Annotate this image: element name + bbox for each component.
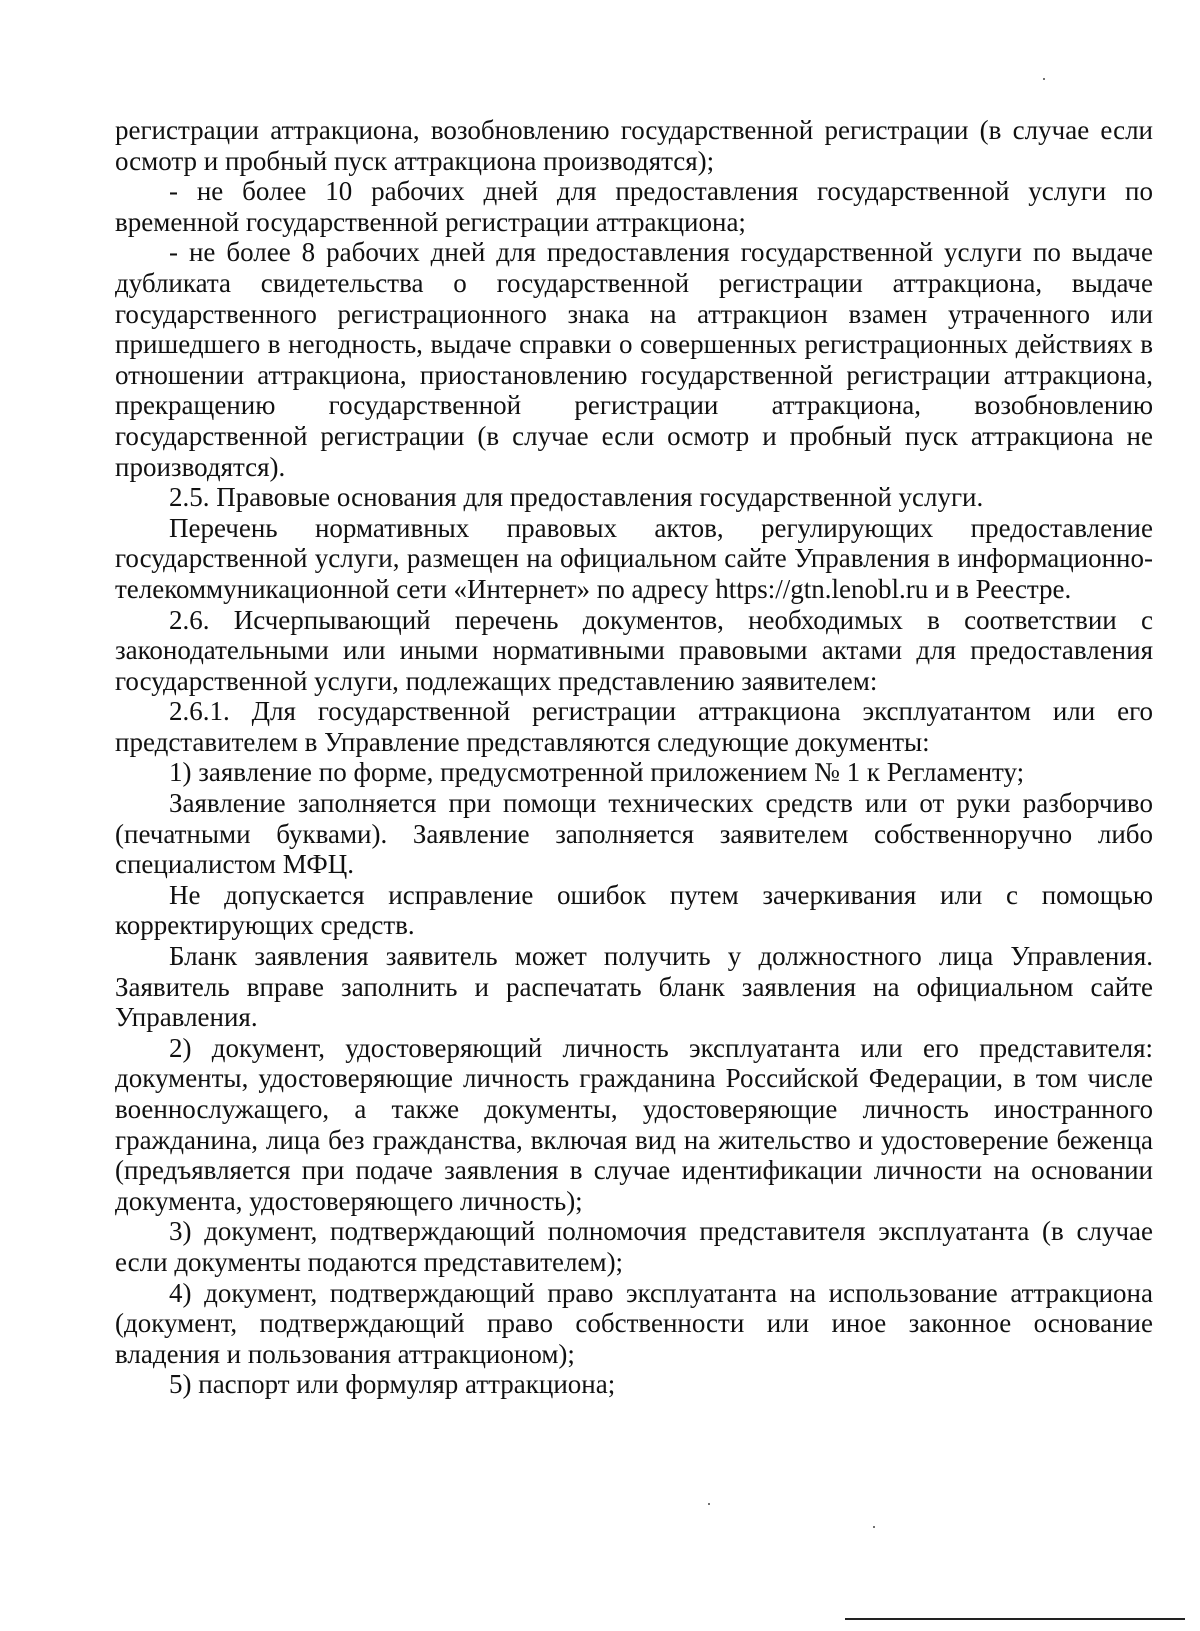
section-2-6-1-heading: 2.6.1. Для государственной регистрации аттракциона эксплуатантом или его представителем в Управление представляются следующие документы: bbox=[115, 696, 1153, 757]
paragraph-legal-acts: Перечень нормативных правовых актов, регулирующих предоставление государственной услуги, размещен на официальном сайте Управления в информационно-телекоммуникационной сети «Интернет» по адресу https://gtn.lenobl.ru и в Реестре. bbox=[115, 512, 1153, 604]
paragraph-no-corrections: Не допускается исправление ошибок путем зачеркивания или с помощью корректирующих средств. bbox=[115, 879, 1153, 941]
paragraph-term-8-days: - не более 8 рабочих дней для предоставления государственной услуги по выдаче дубликата свидетельства о государственной регистрации аттракциона, выдаче государственного регистрационного знака на аттракцион взамен утраченного или пришедшего в негодность, выдаче справки о совершенных регистрационных действиях в отношении аттракциона, приостановлению государственной регистрации аттракциона, прекращению государственной регистрации аттракциона, возобновлению государственной регистрации (в случае если осмотр и пробный пуск аттракциона не производятся). bbox=[115, 237, 1153, 482]
scan-speck bbox=[1043, 78, 1045, 80]
paragraph-blank-form: Бланк заявления заявитель может получить у должностного лица Управления. Заявитель вправе заполнить и распечатать бланк заявления на официальном сайте Управления. bbox=[115, 941, 1153, 1033]
list-item-2: 2) документ, удостоверяющий личность эксплуатанта или его представителя: документы, удостоверяющие личность гражданина Российской Федерации, в том числе военнослужащего, а также документы, удостоверяющие личность иностранного гражданина, лица без гражданства, включая вид на жительство и удостоверение беженца (предъявляется при подаче заявления в случае идентификации личности на основании документа, удостоверяющего личность); bbox=[115, 1032, 1153, 1216]
list-item-3: 3) документ, подтверждающий полномочия представителя эксплуатанта (в случае если документы подаются представителем); bbox=[115, 1216, 1153, 1277]
scan-speck bbox=[873, 1526, 875, 1528]
paragraph-term-10-days: - не более 10 рабочих дней для предоставления государственной услуги по временной государственной регистрации аттракциона; bbox=[115, 176, 1153, 237]
list-item-1: 1) заявление по форме, предусмотренной приложением № 1 к Регламенту; bbox=[169, 757, 1025, 788]
scan-edge-line bbox=[845, 1618, 1185, 1620]
document-page bbox=[115, 115, 1153, 1400]
scan-speck bbox=[708, 1503, 710, 1505]
section-2-5-heading: 2.5. Правовые основания для предоставления государственной услуги. bbox=[169, 482, 984, 513]
section-2-6-heading: 2.6. Исчерпывающий перечень документов, необходимых в соответствии с законодательными или иными нормативными правовыми актами для предоставления государственной услуги, подлежащих представлению заявителем: bbox=[115, 604, 1153, 696]
paragraph-application-fill: Заявление заполняется при помощи технических средств или от руки разборчиво (печатными буквами). Заявление заполняется заявителем собственноручно либо специалистом МФЦ. bbox=[115, 788, 1153, 880]
list-item-5: 5) паспорт или формуляр аттракциона; bbox=[169, 1369, 616, 1400]
paragraph-continuation: регистрации аттракциона, возобновлению государственной регистрации (в случае если осмотр и пробный пуск аттракциона производятся); bbox=[115, 115, 1153, 176]
list-item-4: 4) документ, подтверждающий право эксплуатанта на использование аттракциона (документ, подтверждающий право собственности или иное законное основание владения и пользования аттракционом); bbox=[115, 1277, 1153, 1369]
